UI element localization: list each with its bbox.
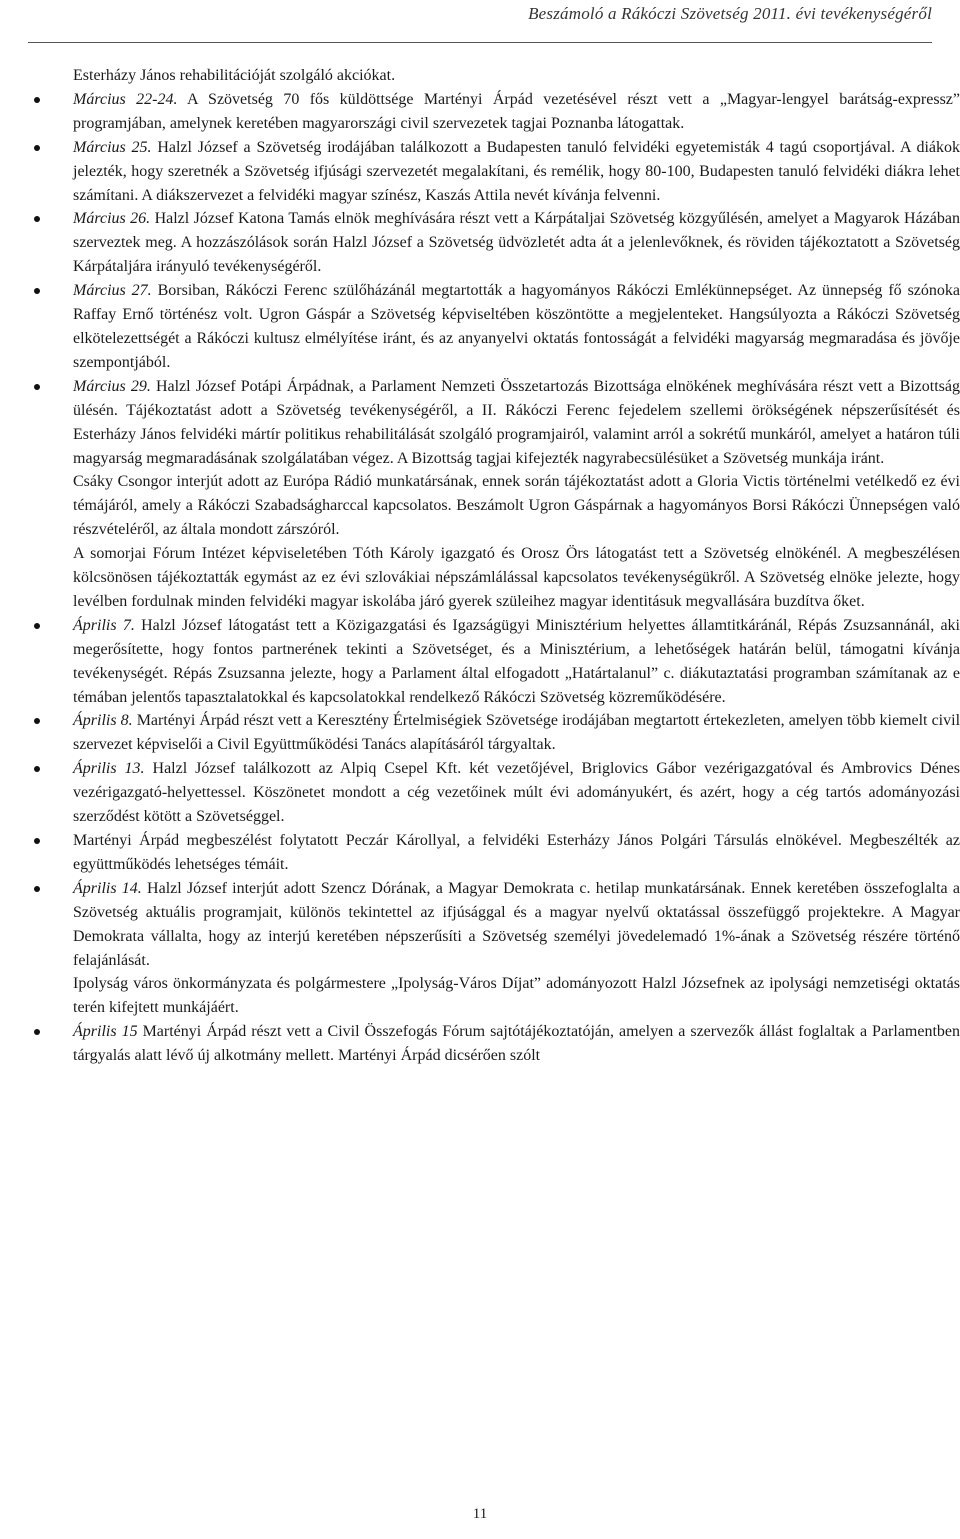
bullet-entry	[34, 279, 960, 375]
running-header: Beszámoló a Rákóczi Szövetség 2011. évi tevékenységéről	[528, 4, 932, 23]
bullet-icon	[34, 766, 40, 772]
entry-text: Halzl József találkozott az Alpiq Csepel Kft. két vezetőjével, Briglovics Gábor vezérigazgatóval és Ambrovics Dénes vezérigazgató-helyettessel. Köszönetet mondott a cég vezetőinek múlt évi adományukért, és azért, hogy a cég tartós adományozási szerződést kötött a Szövetséggel.	[73, 760, 960, 826]
bullet-entry	[34, 207, 960, 279]
bullet-entry	[34, 709, 960, 757]
entry-text: Ipolyság város önkormányzata és polgármestere „Ipolyság-Város Díjat” adományozott Halzl Józsefnek az ipolysági nemzetiségi oktatás terén kifejtett munkájáért.	[73, 975, 960, 1017]
bullet-entry	[34, 757, 960, 829]
bullet-entry	[34, 829, 960, 877]
entry-text: Halzl József Katona Tamás elnök meghívására részt vett a Kárpátaljai Szövetség közgyűlésén, amelyet a Magyarok Házában szerveztek meg. A hozzászólások során Halzl József a Szövetség üdvözletét adta át a jelenlevőknek, és röviden tájékoztatott a Szövetség Kárpátaljára irányuló tevékenységéről.	[73, 210, 960, 276]
entry-text: Halzl József Potápi Árpádnak, a Parlament Nemzeti Összetartozás Bizottsága elnökének meghívására részt vett a Bizottság ülésén. Tájékoztatást adott a Szövetség tevékenységéről, a II. Rákóczi Ferenc fejedelem szellemi örökségének népszerűsítését és Esterházy János felvidéki mártír politikus rehabilitálását szolgáló programjairól, valamint arról a sokrétű munkáról, amelyet a határon túli magyarság megmaradásának szolgálatában végez. A Bizottság tagjai kifejezték nagyrabecsülésüket a Szövetség munkája iránt.	[73, 377, 960, 467]
entry-text: Halzl József látogatást tett a Közigazgatási és Igazságügyi Minisztérium helyettes államtitkáránál, Répás Zsuzsannánál, aki megerősítette, hogy fontos partnerének tekinti a Szövetséget, és a Minisztérium, a lehetőségek határán belül, támogatni kívánja tevékenységét. Répás Zsuzsanna jelezte, hogy a Parlament által elfogadott „Határtalanul” c. diákutaztatási programban számítanak az e témában jelentős tapasztalatokkal és kapcsolatokkal rendelkező Rákóczi Szövetség közreműködésére.	[73, 616, 960, 706]
bullet-entry	[34, 1020, 960, 1068]
entry-date: Március 26.	[73, 210, 151, 228]
entry-text: Halzl József interjút adott Szencz Dórának, a Magyar Demokrata c. hetilap munkatársának. Ennek keretében összefoglalta a Szövetség aktuális programjait, különös tekintettel az ifjúsággal és a magyar nyelvű oktatással összefüggő projektekre. A Magyar Demokrata vállalta, hogy az interjú keretében népszerűsíti a Szövetség személyi jövedelemadó 1%-ának a Szövetség részére történő felajánlását.	[73, 879, 960, 969]
entry-date: Március 27.	[73, 282, 152, 300]
entry-text: Esterházy János rehabilitációját szolgáló akciókat.	[73, 67, 396, 84]
entry-date: Március 29.	[73, 377, 151, 395]
bullet-entry	[34, 136, 960, 208]
header-rule	[28, 42, 932, 43]
entry-date: Március 25.	[73, 138, 152, 156]
entry-date: Április 13.	[73, 760, 145, 778]
continuation-paragraph	[34, 64, 960, 88]
entry-date: Április 15	[73, 1023, 138, 1041]
bullet-entry	[34, 877, 960, 973]
entry-text: Martényi Árpád megbeszélést folytatott Peczár Károllyal, a felvidéki Esterházy János Polgári Társulás elnökével. Megbeszélték az együttműködés lehetséges témáit.	[73, 832, 960, 873]
entry-date: Április 7.	[73, 616, 135, 634]
body-text	[34, 64, 960, 1068]
continuation-paragraph	[34, 542, 960, 614]
bullet-icon	[34, 97, 40, 103]
bullet-entry	[34, 88, 960, 136]
continuation-paragraph	[34, 972, 960, 1020]
entry-date: Április 8.	[73, 712, 133, 730]
bullet-icon	[34, 288, 40, 294]
bullet-icon	[34, 838, 40, 844]
bullet-icon	[34, 216, 40, 222]
bullet-icon	[34, 145, 40, 151]
entry-text: Martényi Árpád részt vett a Civil Összefogás Fórum sajtótájékoztatóján, amelyen a szervezők állást foglaltak a Parlamentben tárgyalás alatt lévő új alkotmány mellett. Martényi Árpád dicsérően szólt	[73, 1023, 960, 1065]
page-number: 11	[472, 1506, 488, 1522]
entry-text: A somorjai Fórum Intézet képviseletében Tóth Károly igazgató és Orosz Örs látogatást tett a Szövetség elnökénél. A megbeszélésen kölcsönösen tájékoztatták egymást az ez évi szlovákiai népszámlálással kapcsolatos tevékenységükről. A Szövetség elnöke jelezte, hogy levélben fordulnak minden felvidéki magyar iskolába járó gyerek szüleihez magyar identitásuk megvallására buzdítva őket.	[73, 545, 960, 610]
entry-text: Csáky Csongor interjút adott az Európa Rádió munkatársának, ennek során tájékoztatást adott a Gloria Victis történelmi vetélkedő ez évi témájáról, amely a Rákóczi Szabadságharccal kapcsolatos. Beszámolt Ugron Gáspárnak a hagyományos Borsi Rákóczi Ünnepségen való részvételéről, az általa mondott zárszóról.	[73, 473, 960, 539]
bullet-icon	[34, 1029, 40, 1035]
entry-date: Április 14.	[73, 879, 142, 897]
continuation-paragraph	[34, 470, 960, 542]
bullet-icon	[34, 623, 40, 629]
entry-text: A Szövetség 70 fős küldöttsége Martényi Árpád vezetésével részt vett a „Magyar-lengyel barátság-expressz” programjában, amelynek keretében magyarországi civil szervezetek tagjai Poznanba látogattak.	[73, 90, 960, 132]
entry-text: Halzl József a Szövetség irodájában találkozott a Budapesten tanuló felvidéki egyetemisták 4 tagú csoportjával. A diákok jelezték, hogy szeretnék a Szövetség ifjúsági szervezetét megalakítani, és remélik, hogy 80-100, Budapesten tanuló felvidéki diákra lehet számítani. A diákszervezet a felvidéki magyar színész, Kaszás Attila nevét kívánja felvenni.	[73, 138, 960, 204]
bullet-icon	[34, 384, 40, 390]
entry-date: Március 22-24.	[73, 90, 178, 108]
bullet-entry	[34, 375, 960, 471]
entry-text: Borsiban, Rákóczi Ferenc szülőházánál megtartották a hagyományos Rákóczi Emlékünnepséget. Az ünnepség fő szónoka Raffay Ernő történész volt. Ugron Gáspár a Szövetség képviseltében köszöntötte a megjelenteket. Hangsúlyozta a Rákóczi Szövetség elkötelezettségét a Rákóczi kultusz elmélyítése iránt, és az anyanyelvi oktatás fontosságát a felvidéki magyarság megmaradása és jövője szempontjából.	[73, 282, 960, 371]
bullet-icon	[34, 886, 40, 892]
bullet-icon	[34, 718, 40, 724]
entry-text: Martényi Árpád részt vett a Keresztény Értelmiségiek Szövetsége irodájában megtartott értekezleten, amelyen több kiemelt civil szervezet képviselői a Civil Együttműködési Tanács alapításáról tárgyaltak.	[73, 712, 960, 754]
bullet-entry	[34, 614, 960, 710]
